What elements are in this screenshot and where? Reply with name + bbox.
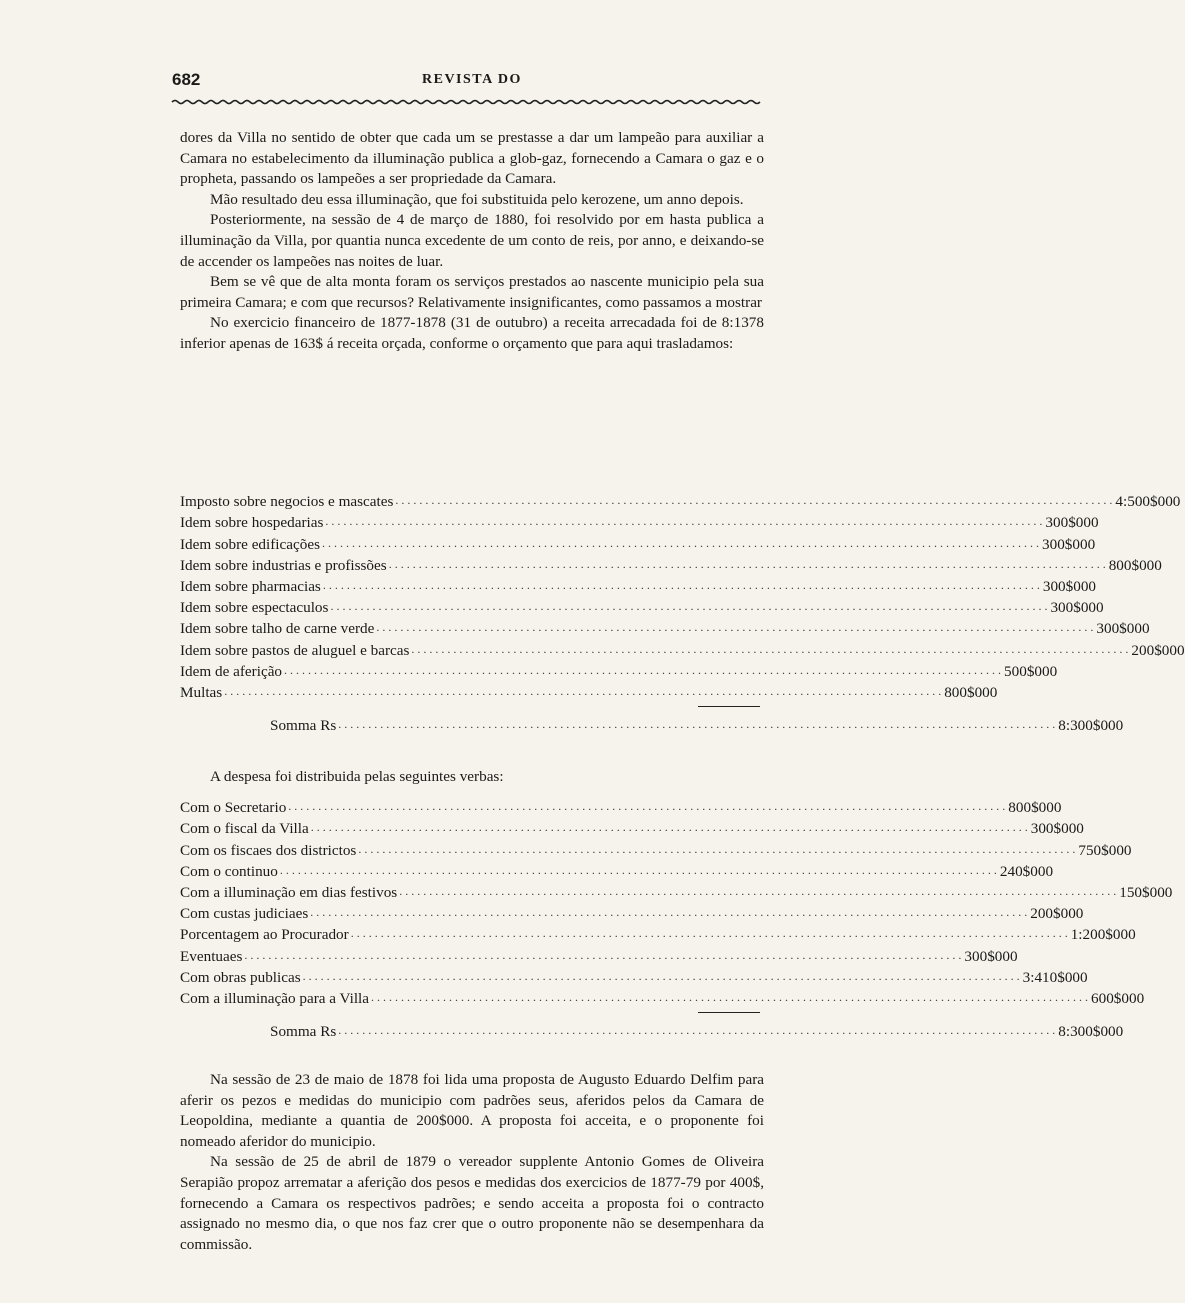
table-row: [180, 923, 1136, 944]
item-amount: 150$000: [1119, 883, 1173, 901]
paragraph: Posteriormente, na sessão de 4 de março de 1880, foi resolvido por em hasta publica a illuminação da Villa, por quantia nunca excedente de um conto de reis, por anno, e deixando-se de accender os lampeões nas noites de luar.: [180, 211, 764, 270]
item-amount: 300$000: [964, 947, 1018, 965]
item-label: Multas: [180, 683, 223, 701]
item-label: Porcentagem ao Procurador: [180, 926, 349, 944]
item-label: Idem sobre industrias e profissões: [180, 556, 387, 574]
leader-dots: ........................................................................................................................: [284, 662, 1005, 677]
table-row: [180, 966, 1088, 987]
table-row: [180, 881, 1173, 902]
paragraph: No exercicio financeiro de 1877-1878 (31 de outubro) a receita arrecadada foi de 8:1378 inferior apenas de 163$ á receita orçada, conforme o orçamento que para aqui trasladamos:: [180, 314, 764, 352]
leader-dots: ........................................................................................................................: [224, 683, 945, 698]
leader-dots: ........................................................................................................................: [325, 514, 1046, 529]
item-label: Com o fiscal da Villa: [180, 820, 309, 838]
item-amount: 800$000: [1008, 799, 1062, 817]
table-row: [180, 796, 1062, 817]
table-row: [180, 532, 1096, 553]
table-row: [180, 902, 1084, 923]
item-label: Com custas judiciaes: [180, 905, 309, 923]
item-label: Com os fiscaes dos districtos: [180, 841, 357, 859]
item-label: Idem sobre pastos de aluguel e barcas: [180, 641, 410, 659]
item-label: Eventuaes: [180, 947, 243, 965]
leader-dots: ........................................................................................................................: [350, 926, 1071, 941]
item-label: Idem sobre espectaculos: [180, 599, 329, 617]
item-amount: 300$000: [1096, 620, 1150, 638]
table-row: [180, 596, 1104, 617]
item-label: Imposto sobre negocios e mascates: [180, 493, 394, 511]
paragraph: Na sessão de 23 de maio de 1878 foi lida uma proposta de Augusto Eduardo Delfim para aferir os pezos e medidas do municipio com padrões seus, aferidos pelos da Camara de Leopoldina, mediante a quantia de 200$000. A proposta foi acceita, e o proponente foi nomeado aferidor do municipio.: [180, 1071, 764, 1150]
running-title: REVISTA DO: [422, 72, 522, 87]
receita-table: [180, 490, 1185, 735]
table-row: [180, 817, 1084, 838]
leader-dots: ........................................................................................................................: [288, 799, 1009, 814]
leader-dots: ........................................................................................................................: [279, 862, 1000, 877]
table-row: [180, 944, 1018, 965]
item-label: Com obras publicas: [180, 968, 301, 986]
item-amount: 4:500$000: [1115, 493, 1181, 511]
paragraph: Na sessão de 25 de abril de 1879 o vereador supplente Antonio Gomes de Oliveira Serapião propoz arrematar a aferição dos pesos e medidas dos exercicios de 1877-79 por 400$, fornecendo a Camara os respectivos padrões; e sendo acceita a proposta foi o contracto assignado no mesmo dia, o que nos faz crer que o outro proponente não se desempenhara da commissão.: [180, 1153, 764, 1253]
leader-dots: ........................................................................................................................: [302, 968, 1023, 983]
item-amount: 240$000: [999, 862, 1054, 880]
item-label: Com a illuminação para a Villa: [180, 989, 370, 1007]
table-row: [180, 617, 1150, 638]
item-amount: 300$000: [1045, 514, 1099, 532]
header-rule: [172, 99, 762, 105]
paragraph: Bem se vê que de alta monta foram os serviços prestados ao nascente municipio pela sua primeira Camara; e com que recursos? Relativamente insignificantes, como passamos a mostrar: [180, 273, 764, 311]
table-row: [180, 681, 998, 702]
table-row: [180, 987, 1145, 1008]
item-amount: 500$000: [1004, 662, 1058, 680]
leader-dots: ........................................................................................................................: [322, 535, 1042, 550]
item-amount: 1:200$000: [1070, 926, 1136, 944]
leader-dots: ........................................................................................................................: [338, 1023, 1059, 1038]
leader-dots: ........................................................................................................................: [358, 841, 1079, 856]
leader-dots: ........................................................................................................................: [371, 989, 1092, 1004]
item-amount: 200$000: [1030, 905, 1084, 923]
sum-rule: [698, 706, 760, 707]
item-amount: 750$000: [1078, 841, 1132, 859]
sum-rule: [698, 1012, 760, 1013]
leader-dots: ........................................................................................................................: [322, 577, 1043, 592]
leader-dots: ........................................................................................................................: [338, 717, 1059, 732]
sum-label: Somma Rs: [270, 717, 337, 735]
item-amount: 3:410$000: [1022, 968, 1088, 986]
page-number: 682: [172, 70, 201, 89]
table-row: [180, 511, 1099, 532]
table-row: [180, 860, 1054, 881]
item-amount: 800$000: [944, 683, 998, 701]
paragraph: dores da Villa no sentido de obter que cada um se prestasse a dar um lampeão para auxiliar a Camara no estabelecimento da illuminação publica a glob-gaz, fornecendo a Camara o gaz e o propheta, passando os lampeões a ser propriedade da Camara.: [180, 129, 764, 188]
leader-dots: ........................................................................................................................: [388, 556, 1109, 571]
sum-amount: 8:300$000: [1058, 1023, 1124, 1041]
item-label: Com o continuo: [180, 862, 278, 880]
table-row: [180, 490, 1181, 511]
leader-dots: ........................................................................................................................: [330, 599, 1051, 614]
leader-dots: ........................................................................................................................: [399, 883, 1120, 898]
item-label: Idem de aferição: [180, 662, 283, 680]
leader-dots: ........................................................................................................................: [395, 493, 1116, 508]
leader-dots: ........................................................................................................................: [244, 947, 965, 962]
item-amount: 600$000: [1091, 989, 1145, 1007]
item-label: Idem sobre talho de carne verde: [180, 620, 375, 638]
item-amount: 300$000: [1042, 535, 1096, 553]
sum-label: Somma Rs: [270, 1023, 337, 1041]
item-label: Idem sobre pharmacias: [180, 577, 321, 595]
leader-dots: ........................................................................................................................: [411, 641, 1132, 656]
table-row: [180, 638, 1185, 659]
sum-row: [180, 714, 1124, 735]
item-label: Idem sobre edificações: [180, 535, 320, 553]
table-row: [180, 554, 1162, 575]
despesa-table: [180, 796, 1173, 1041]
leader-dots: ........................................................................................................................: [376, 620, 1097, 635]
sum-row: [180, 1020, 1124, 1041]
leader-dots: ........................................................................................................................: [310, 820, 1031, 835]
leader-dots: ........................................................................................................................: [310, 905, 1031, 920]
paragraph: Mão resultado deu essa illuminação, que foi substituida pelo kerozene, um anno depois.: [210, 190, 744, 208]
body-text-top: [180, 128, 764, 355]
page-header: [172, 70, 762, 94]
item-label: Idem sobre hospedarias: [180, 514, 324, 532]
item-amount: 300$000: [1030, 820, 1084, 838]
item-label: Com o Secretario: [180, 799, 287, 817]
item-amount: 300$000: [1050, 599, 1104, 617]
table-row: [180, 838, 1132, 859]
item-amount: 300$000: [1042, 577, 1097, 595]
table-row: [180, 575, 1097, 596]
body-text-bottom: [180, 1070, 764, 1255]
item-amount: 800$000: [1108, 556, 1162, 574]
item-amount: 200$000: [1131, 641, 1185, 659]
item-label: Com a illuminação em dias festivos: [180, 883, 398, 901]
table-row: [180, 660, 1058, 681]
despesa-heading: A despesa foi distribuida pelas seguintes verbas:: [210, 768, 504, 785]
sum-amount: 8:300$000: [1058, 717, 1124, 735]
